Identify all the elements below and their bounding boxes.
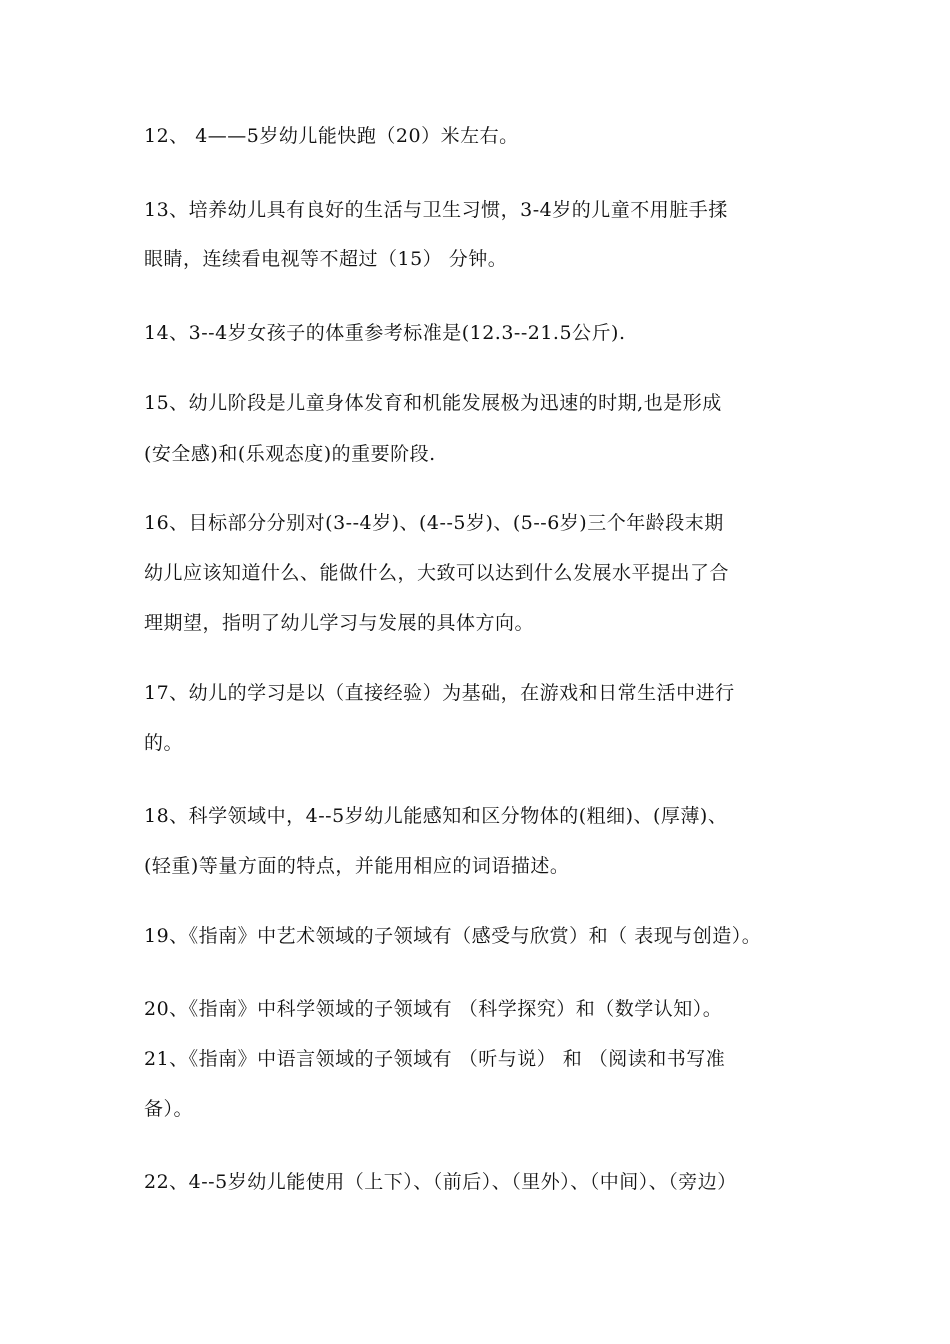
item-21-line-1: 21、《指南》中语言领域的子领域有 （听与说） 和 （阅读和书写准 (144, 1048, 726, 1070)
item-14-line-1: 14、3--4岁女孩子的体重参考标准是(12.3--21.5公斤). (144, 322, 626, 344)
item-21-line-2: 备）。 (144, 1098, 194, 1120)
item-18-line-1: 18、科学领域中，4--5岁幼儿能感知和区分物体的(粗细)、(厚薄)、 (144, 805, 728, 827)
item-17-line-1: 17、幼儿的学习是以（直接经验）为基础，在游戏和日常生活中进行 (144, 682, 735, 704)
item-13-line-1: 13、培养幼儿具有良好的生活与卫生习惯，3-4岁的儿童不用脏手揉 (144, 199, 728, 221)
item-20-line-1: 20、《指南》中科学领域的子领域有 （科学探究）和（数学认知）。 (144, 998, 723, 1020)
item-18-line-2: (轻重)等量方面的特点，并能用相应的词语描述。 (144, 855, 570, 877)
item-12-line-1: 12、 4——5岁幼儿能快跑（20）米左右。 (144, 125, 519, 147)
item-16-line-3: 理期望，指明了幼儿学习与发展的具体方向。 (144, 612, 535, 634)
item-16-line-1: 16、目标部分分别对(3--4岁)、(4--5岁)、(5--6岁)三个年龄段末期 (144, 512, 724, 534)
item-16-line-2: 幼儿应该知道什么、能做什么，大致可以达到什么发展水平提出了合 (144, 562, 730, 584)
item-15-line-1: 15、幼儿阶段是儿童身体发育和机能发展极为迅速的时期,也是形成 (144, 392, 722, 414)
item-19-line-1: 19、《指南》中艺术领域的子领域有（感受与欣赏）和（ 表现与创造）。 (144, 925, 762, 947)
item-22-line-1: 22、4--5岁幼儿能使用（上下）、（前后）、（里外）、（中间）、（旁边） (144, 1171, 737, 1193)
item-15-line-2: (安全感)和(乐观态度)的重要阶段. (144, 443, 436, 465)
item-17-line-2: 的。 (144, 732, 184, 754)
item-13-line-2: 眼睛，连续看电视等不超过（15） 分钟。 (144, 248, 508, 270)
